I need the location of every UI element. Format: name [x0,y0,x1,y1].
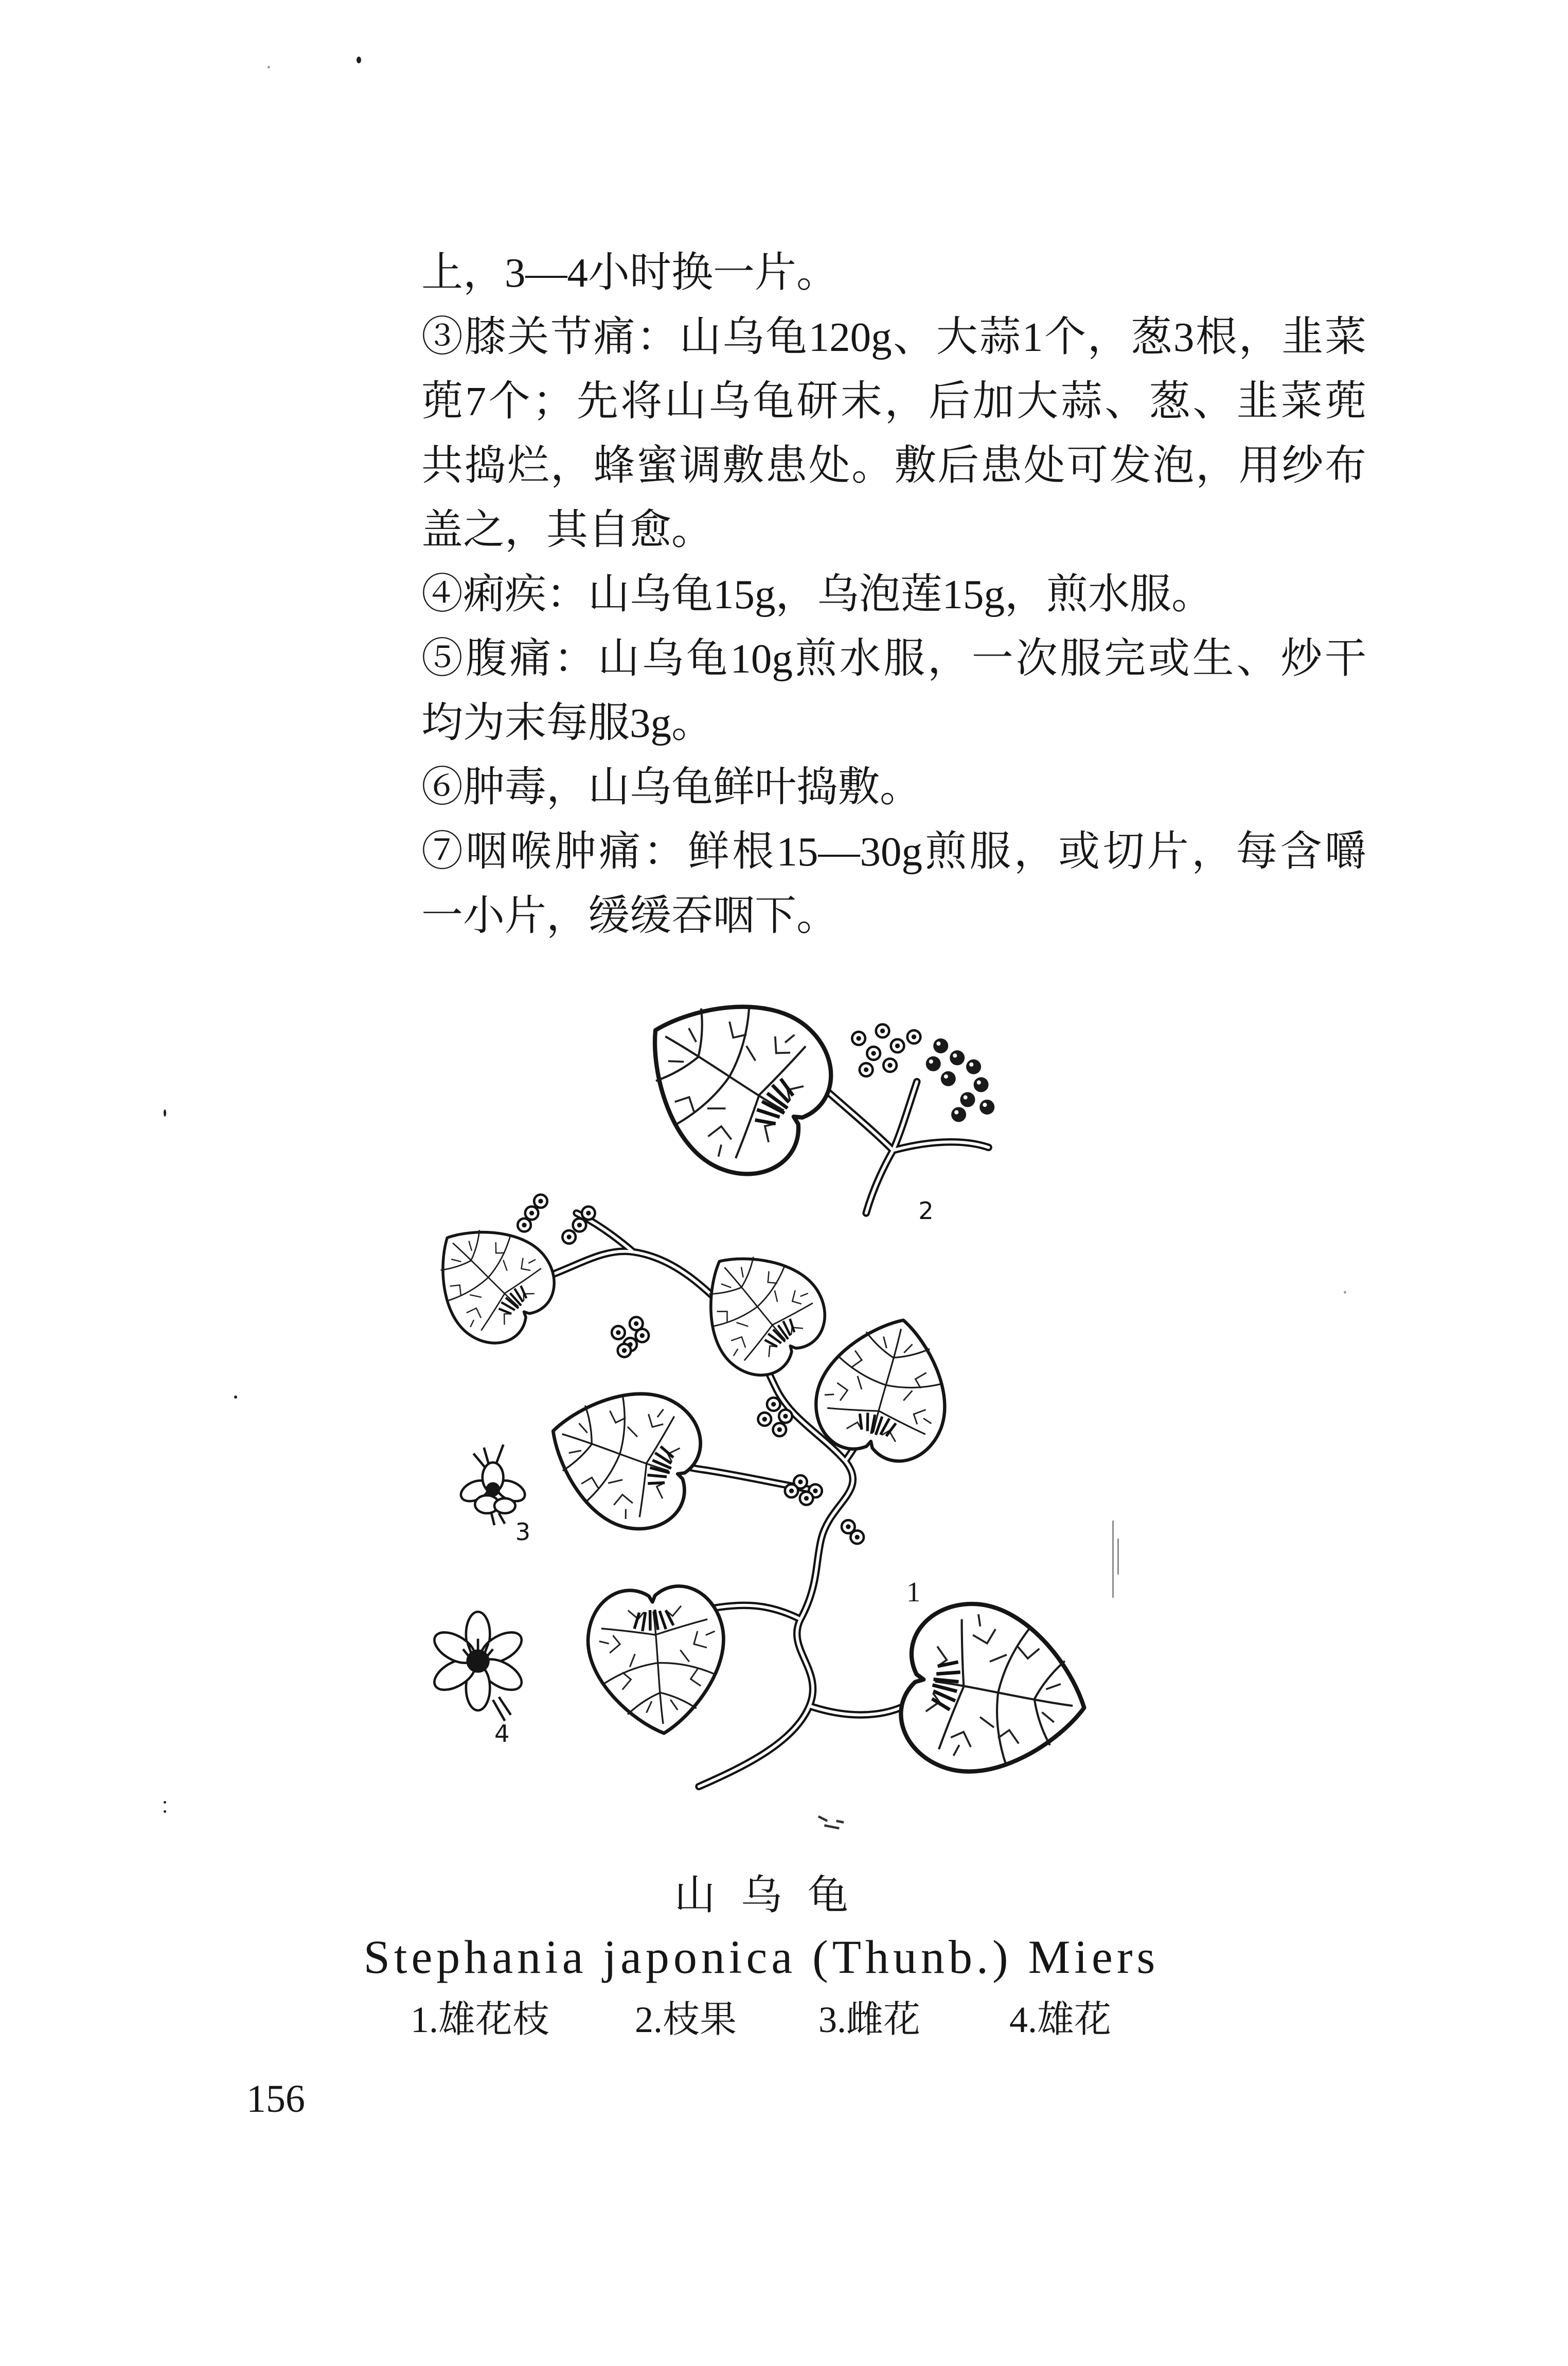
fruit [951,1107,966,1122]
legend-item-2: 2.枝果 [635,1999,737,2040]
figure-label-3: 3 [515,1518,531,1546]
text-line: 蔸7个；先将山乌龟研末，后加大蒜、葱、韭菜蔸 [421,378,1366,425]
bud [618,1344,631,1357]
bud [767,1398,780,1411]
leaf-upper-left [409,1198,570,1359]
figure-latin-name: Stephania japonica (Thunb.) Miers [363,1931,1160,1983]
bud [612,1326,625,1339]
bud [860,1063,873,1076]
bud [867,1047,880,1060]
male-flower-drawing [430,1612,527,1721]
figure-label-1: 1 [906,1576,921,1608]
flower-cluster-top [518,1195,595,1244]
fruit [974,1077,989,1092]
figure-title: 山 乌 龟 [674,1871,855,1919]
fruit-cluster [926,1038,994,1122]
fruit [960,1092,975,1107]
text-line: ④痢疾：山乌龟15g，乌泡莲15g，煎水服。 [421,571,1214,617]
text-line: 共捣烂，蜂蜜调敷患处。敷后患处可发泡，用纱布 [421,443,1366,489]
text-line: ⑦咽喉肿痛：鲜根15—30g煎服，或切片，每含嚼 [421,828,1366,875]
legend-item-1: 1.雄花枝 [411,1999,550,2040]
fruit [941,1071,956,1086]
bud [630,1317,643,1330]
scan-speck-left-3 [164,1801,166,1804]
bud [534,1195,547,1208]
text-line: ⑥肿毒，山乌龟鲜叶捣敷。 [421,764,922,810]
text-line: 均为末每服3g。 [421,700,714,746]
text-line: ⑤腹痛：山乌龟10g煎水服，一次服完或生、炒干 [421,635,1366,682]
scan-speck-top-faint [268,66,270,68]
leaf-fruiting-branch [611,1001,852,1197]
bud [562,1230,576,1244]
bud [525,1207,539,1220]
page-number: 156 [246,2077,305,2121]
text-line: 一小片，缓缓吞咽下。 [421,893,839,939]
female-flower-drawing [458,1444,528,1525]
bud [779,1409,792,1423]
fruit [966,1060,981,1074]
bud [850,1530,864,1544]
bud [907,1030,921,1044]
flower-cluster-left [612,1317,649,1357]
bud [883,1058,897,1072]
bud [876,1025,889,1038]
bud [518,1219,531,1232]
bud [758,1412,772,1426]
scan-speck-left-1 [164,1109,166,1117]
fruit [950,1050,965,1065]
leaf-upper-center [676,1225,841,1391]
scan-speck-right [1344,1291,1346,1294]
leaf-lower-left [584,1582,732,1739]
text-line: 上，3—4小时换一片。 [421,250,839,296]
text-line: 盖之，其自愈。 [421,507,714,553]
bud-cluster-fruiting-branch [852,1025,920,1076]
fruit [979,1100,994,1115]
bud [852,1032,865,1045]
legend-item-3: 3.雌花 [818,1999,921,2040]
scan-speck-top [357,57,361,63]
legend-item-4: 4.雄花 [1009,1999,1112,2040]
body-text [421,241,1366,948]
plant-illustration [403,1001,1120,1852]
text-line: ③膝关节痛：山乌龟120g、大蒜1个，葱3根，韭菜 [421,314,1366,360]
leaf-lower-right [893,1594,1099,1791]
leaf-middle-left [531,1367,712,1542]
fruit [926,1056,941,1071]
figure-label-2: 2 [918,1197,934,1225]
scan-speck-left-2 [234,1396,237,1399]
scan-speck-left-4 [164,1810,166,1813]
bud [785,1485,798,1498]
bud [582,1207,595,1220]
scan-mark-figure [818,1816,844,1828]
bud [573,1219,586,1232]
figure-label-4: 4 [494,1719,510,1747]
bud [773,1423,787,1437]
fruit [933,1038,948,1053]
bud [891,1039,904,1053]
bud [800,1492,813,1505]
